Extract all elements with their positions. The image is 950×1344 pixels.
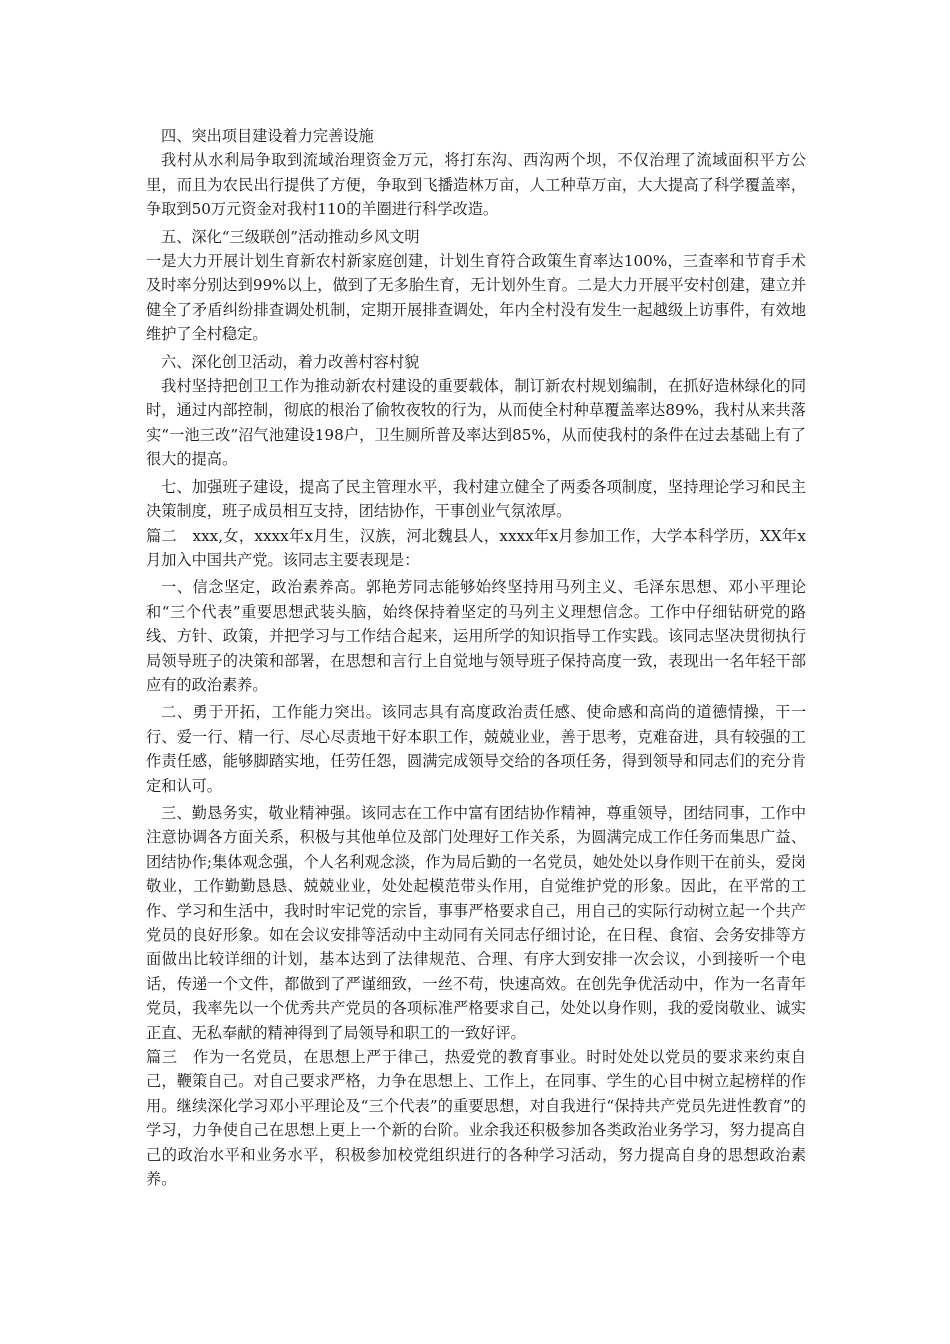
- paragraph-section-5: 一是大力开展计划生育新农村新家庭创建，计划生育符合政策生育率达100%，三查率和节育手术及时率分别达到99%以上，做到了无多胎生育，无计划外生育。二是大力开展平安村创建，建立并健全了矛盾纠纷排查调处机制，定期开展排查调处，年内全村没有发生一起越级上访事件，有效地维护了全村稳定。: [146, 252, 806, 344]
- paragraph-section-6: 我村坚持把创卫工作为推动新农村建设的重要载体，制订新农村规划编制，在抓好造林绿化的同时，通过内部控制，彻底的根治了偷牧夜牧的行为，从而使全村种草覆盖率达89%，我村从来共落实“一池三改”沼气池建设198户，卫生厕所普及率达到85%，从而使我村的条件在过去基础上有了很大的提高。: [146, 377, 806, 469]
- heading-section-4: 四、突出项目建设着力完善设施: [161, 127, 374, 145]
- paragraph-part-2-point-3: 三、勤恳务实，敬业精神强。该同志在工作中富有团结协作精神，尊重领导，团结同事，工作中注意协调各方面关系，积极与其他单位及部门处理好工作关系，为圆满完成工作任务而集思广益、团结协作;集体观念强，个人名利观念淡，作为局后勤的一名党员，她处处以身作则干在前头，爱岗敬业，工作勤勤恳恳、兢兢业业，处处起模范带头作用，自觉维护党的形象。因此，在平常的工作、学习和生活中，我时时牢记党的宗旨，事事严格要求自己，用自己的实际行动树立起一个共产党员的良好形象。如在会议安排等活动中主动同有关同志仔细讨论，在日程、食宿、会务安排等方面做出比较详细的计划，基本达到了法律规范、合理、有序大到安排一次会议，小到接听一个电话，传递一个文件，都做到了严谨细致，一丝不苟，快速高效。在创先争优活动中，作为一名青年党员，我率先以一个优秀共产党员的各项标准严格要求自己，处处以身作则，我的爱岗敬业、诚实正直、无私奉献的精神得到了局领导和职工的一致好评。: [146, 803, 806, 1042]
- paragraph-section-4: 我村从水利局争取到流域治理资金万元，将打东沟、西沟两个坝，不仅治理了流域面积平方公里，而且为农民出行提供了方便，争取到飞播造林万亩，人工种草万亩，大大提高了科学覆盖率，争取到50万元资金对我村110的羊圈进行科学改造。: [146, 151, 806, 219]
- heading-section-6: 六、深化创卫活动，着力改善村容村貌: [161, 352, 420, 371]
- heading-section-5: 五、深化“三级联创”活动推动乡风文明: [161, 227, 420, 246]
- paragraph-part-2-point-1: 一、信念坚定，政治素养高。郭艳芳同志能够始终坚持用马列主义、毛泽东思想、邓小平理论和“三个代表”重要思想武装头脑，始终保持着坚定的马列主义理想信念。工作中仔细钻研党的路线、方针、政策，并把学习与工作结合起来，运用所学的知识指导工作实践。该同志坚决贯彻执行局领导班子的决策和部署，在思想和言行上自觉地与领导班子保持高度一致，表现出一名年轻干部应有的政治素养。: [146, 578, 806, 694]
- paragraph-part-2-intro: 篇二 xxx,女，xxxx年x月生，汉族，河北魏县人，xxxx年x月参加工作，大学本科学历，XX年x月加入中国共产党。该同志主要表现是：: [146, 526, 806, 569]
- paragraph-section-7: 七、加强班子建设，提高了民主管理水平，我村建立健全了两委各项制度，坚持理论学习和民主决策制度，班子成员相互支持，团结协作，干事创业气氛浓厚。: [146, 477, 806, 521]
- paragraph-part-2-point-2: 二、勇于开拓，工作能力突出。该同志具有高度政治责任感、使命感和高尚的道德情操，干一行、爱一行、精一行、尽心尽责地干好本职工作，兢兢业业，善于思考，克难奋进，具有较强的工作责任感，能够脚踏实地，任劳任怨，圆满完成领导交给的各项任务，得到领导和同志们的充分肯定和认可。: [146, 703, 806, 795]
- paragraph-part-3: 篇三 作为一名党员，在思想上严于律己，热爱党的教育事业。时时处处以党员的要求来约束自己，鞭策自己。对自己要求严格，力争在思想上、工作上，在同事、学生的心目中树立起榜样的作用。继续深化学习邓小平理论及“三个代表”的重要思想，对自我进行“保持共产党员先进性教育”的学习，力争使自己在思想上更上一个新的台阶。业余我还积极参加各类政治业务学习，努力提高自己的政治水平和业务水平，积极参加校党组织进行的各种学习活动，努力提高自身的思想政治素养。: [146, 1048, 806, 1189]
- document-body: [146, 124, 806, 1191]
